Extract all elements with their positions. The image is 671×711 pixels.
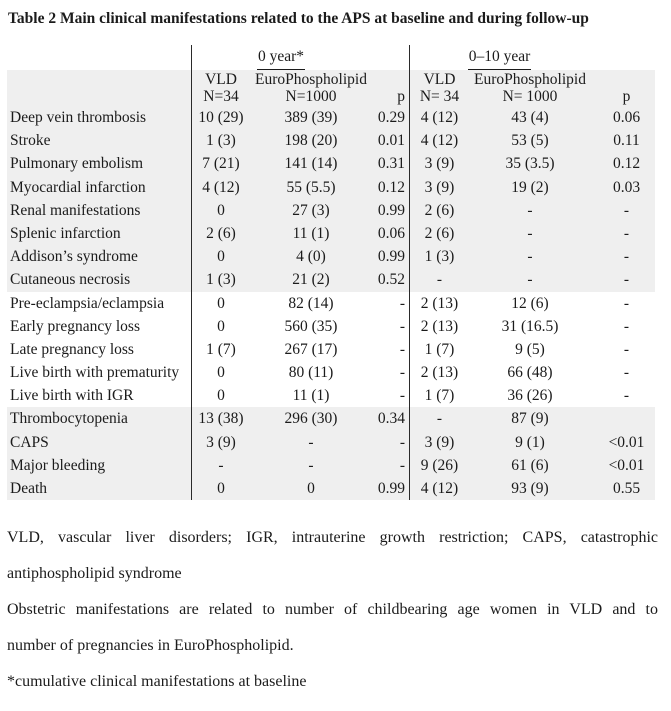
group-period-text: 0 year*	[257, 45, 305, 70]
g1-vld-value: 0	[217, 387, 225, 405]
row-label: Live birth with prematurity	[10, 364, 180, 382]
g1-p-value: -	[399, 340, 405, 358]
g1-euro-value: 82 (14)	[288, 294, 334, 312]
g1-vld-value: 3 (9)	[206, 433, 236, 451]
g1-p-value: 0.34	[377, 410, 405, 428]
g2-euro-value: 35 (3.5)	[505, 155, 555, 173]
g2-vld-value: 3 (9)	[424, 155, 455, 173]
g1-p-value: -	[399, 387, 405, 405]
g2-p-value: 0.06	[612, 109, 641, 126]
g1-euro-value: 560 (35)	[284, 317, 338, 335]
g2-p-value: 0.12	[612, 155, 641, 173]
g1-euro-value: 141 (14)	[284, 155, 338, 173]
row-label: Cutaneous necrosis	[10, 271, 131, 289]
cohort-n: N=1000	[285, 88, 337, 105]
row-label: Late pregnancy loss	[10, 340, 134, 358]
g2-p-value: -	[623, 248, 630, 266]
group-label-followup	[409, 45, 590, 70]
g1-vld-header	[191, 70, 251, 106]
g2-vld-value: 4 (12)	[420, 480, 459, 497]
row-label: Addison’s syndrome	[10, 248, 138, 266]
g2-vld-value: 3 (9)	[424, 433, 455, 451]
spacer-cell	[590, 45, 655, 70]
row-label: Major bleeding	[10, 456, 106, 474]
table-row	[7, 477, 655, 500]
g1-vld-value: 0	[217, 248, 225, 266]
g1-p-value: 0.31	[377, 155, 405, 173]
g1-euro-value: 0	[307, 480, 315, 497]
g2-p-value	[590, 407, 655, 430]
g2-p-header	[590, 70, 655, 106]
g2-p-value: 0.55	[612, 480, 641, 497]
g2-vld-value: 1 (3)	[424, 248, 455, 266]
row-label: Pre-eclampsia/eclampsia	[10, 294, 165, 312]
g1-p-value: -	[399, 364, 405, 382]
cohort-name: EuroPhospholipid	[474, 71, 586, 88]
table-row	[7, 454, 655, 477]
vertical-divider-left	[191, 45, 192, 500]
g2-vld-value: -	[436, 410, 443, 428]
g2-euro-value: 12 (6)	[511, 294, 549, 312]
g2-p-value: -	[623, 387, 630, 405]
row-label: Myocardial infarction	[10, 178, 146, 196]
table-row	[7, 315, 655, 338]
g2-vld-value: 2 (6)	[424, 224, 455, 242]
table-row	[7, 361, 655, 384]
footnote-line: antiphospholipid syndrome	[7, 565, 182, 582]
cohort-name: VLD	[423, 71, 456, 88]
cohort-header-row	[7, 70, 655, 106]
g1-p-header	[371, 70, 409, 106]
cohort-n: N= 1000	[502, 88, 558, 105]
table-row	[7, 106, 655, 129]
p-label: p	[397, 88, 405, 105]
corner-cell	[7, 45, 191, 70]
g1-euro-value: 389 (39)	[284, 109, 338, 126]
row-label: Deep vein thrombosis	[10, 109, 147, 126]
g2-vld-value: 2 (13)	[420, 317, 459, 335]
g2-euro-header	[470, 70, 590, 106]
g2-euro-value: 93 (9)	[511, 480, 549, 497]
g2-euro-value: -	[527, 271, 533, 289]
table-row	[7, 129, 655, 152]
row-label: Live birth with IGR	[10, 387, 134, 405]
g2-euro-value: 9 (1)	[515, 433, 545, 451]
g2-vld-value: 9 (26)	[420, 456, 459, 474]
row-label: CAPS	[10, 433, 49, 451]
g1-p-value: 0.29	[377, 109, 405, 126]
g1-euro-value: -	[308, 433, 314, 451]
footnotes	[7, 529, 658, 709]
g1-euro-value: 55 (5.5)	[286, 178, 336, 196]
g2-euro-value: 66 (48)	[507, 364, 553, 382]
footnote-line: VLD, vascular liver disorders; IGR, intrauterine growth restriction; CAPS, catastrophic	[7, 529, 658, 546]
g2-euro-value: 19 (2)	[511, 178, 549, 196]
row-label: Splenic infarction	[10, 224, 121, 242]
g1-vld-value: 1 (7)	[206, 340, 236, 358]
cohort-n: N= 34	[419, 88, 460, 105]
g1-p-value: 0.99	[377, 248, 405, 266]
g1-euro-value: 11 (1)	[292, 224, 330, 242]
g2-p-value: -	[623, 364, 630, 382]
g2-vld-value: 1 (7)	[424, 340, 455, 358]
g1-p-value: -	[399, 433, 405, 451]
g1-p-value: 0.12	[377, 178, 405, 196]
g2-vld-value: 1 (7)	[424, 387, 455, 405]
g2-p-value: -	[623, 201, 630, 219]
table-row	[7, 292, 655, 315]
g1-vld-value: -	[218, 456, 224, 474]
table-row	[7, 176, 655, 199]
group-header-row	[7, 45, 655, 70]
g2-vld-value: -	[436, 271, 443, 289]
cohort-name: EuroPhospholipid	[255, 71, 367, 88]
g1-vld-value: 7 (21)	[202, 155, 240, 173]
g1-p-value: 0.99	[377, 201, 405, 219]
g2-vld-header	[409, 70, 470, 106]
g2-p-value: -	[623, 317, 630, 335]
g1-vld-value: 10 (29)	[198, 109, 244, 126]
g2-vld-value: 4 (12)	[420, 132, 459, 150]
group-label-baseline	[191, 45, 371, 70]
g2-p-value: -	[623, 224, 630, 242]
spacer-cell	[371, 45, 409, 70]
g2-vld-value: 4 (12)	[420, 109, 459, 126]
g1-vld-value: 0	[217, 201, 225, 219]
row-label: Stroke	[10, 132, 51, 150]
g2-vld-value: 2 (6)	[424, 201, 455, 219]
table-row	[7, 338, 655, 361]
g2-euro-value: 53 (5)	[511, 132, 549, 150]
table-row	[7, 222, 655, 245]
g1-p-value: -	[399, 456, 405, 474]
g2-p-value: -	[623, 294, 630, 312]
g1-euro-value: 267 (17)	[284, 340, 338, 358]
g2-p-value: 0.11	[613, 132, 640, 150]
table-row	[7, 384, 655, 407]
g2-p-value: -	[623, 340, 630, 358]
footnote-line: *cumulative clinical manifestations at baseline	[7, 673, 307, 690]
g2-euro-value: -	[527, 248, 533, 266]
g2-vld-value: 2 (13)	[420, 294, 459, 312]
row-label: Pulmonary embolism	[10, 155, 144, 173]
g2-euro-value: 43 (4)	[511, 109, 549, 126]
g1-vld-value: 1 (3)	[206, 132, 236, 150]
g1-vld-value: 13 (38)	[198, 410, 244, 428]
table-title: Table 2 Main clinical manifestations related to the APS at baseline and during follow-up	[8, 10, 589, 27]
g1-p-value: -	[399, 317, 405, 335]
g1-p-value: 0.99	[377, 480, 405, 497]
g2-vld-value: 3 (9)	[424, 178, 455, 196]
g2-p-value: <0.01	[608, 433, 645, 451]
g1-euro-header	[251, 70, 371, 106]
g1-vld-value: 1 (3)	[206, 271, 236, 289]
g1-euro-value: 198 (20)	[284, 132, 338, 150]
table-body	[7, 106, 655, 500]
g1-p-value: 0.06	[377, 224, 405, 242]
g1-vld-value: 0	[217, 480, 225, 497]
g1-vld-value: 0	[217, 294, 225, 312]
g2-euro-value: -	[527, 201, 533, 219]
g1-p-value: 0.01	[377, 132, 405, 150]
row-label: Renal manifestations	[10, 201, 141, 219]
g2-euro-value: 36 (26)	[507, 387, 553, 405]
g2-euro-value: 31 (16.5)	[501, 317, 559, 335]
g1-vld-value: 4 (12)	[202, 178, 240, 196]
g1-vld-value: 2 (6)	[206, 224, 236, 242]
row-label: Early pregnancy loss	[10, 317, 140, 335]
table-row	[7, 407, 655, 430]
table-row	[7, 431, 655, 454]
table-row	[7, 152, 655, 175]
g1-euro-value: 11 (1)	[292, 387, 330, 405]
spacer-cell	[7, 70, 191, 106]
table-row	[7, 245, 655, 268]
g2-euro-value: 87 (9)	[511, 410, 549, 428]
g1-euro-value: 21 (2)	[292, 271, 330, 289]
table-row	[7, 199, 655, 222]
g2-euro-value: -	[527, 224, 533, 242]
g1-vld-value: 0	[217, 317, 225, 335]
vertical-divider-middle	[409, 45, 410, 500]
g1-euro-value: 27 (3)	[292, 201, 330, 219]
g1-p-value: -	[399, 294, 405, 312]
g2-p-value: <0.01	[608, 456, 645, 474]
g1-euro-value: -	[308, 456, 314, 474]
clinical-manifestations-table	[7, 45, 655, 500]
g2-vld-value: 2 (13)	[420, 364, 459, 382]
g1-euro-value: 80 (11)	[288, 364, 334, 382]
cohort-n: N=34	[203, 88, 239, 105]
g1-p-value: 0.52	[377, 271, 405, 289]
cohort-name: VLD	[205, 71, 237, 88]
footnote-line: Obstetric manifestations are related to number of childbearing age women in VLD and to	[7, 601, 658, 618]
g2-p-value: -	[623, 271, 630, 289]
table-row	[7, 268, 655, 291]
group-period-text: 0–10 year	[468, 45, 532, 70]
footnote-line: number of pregnancies in EuroPhospholipid.	[7, 637, 294, 654]
g2-p-value: 0.03	[612, 178, 641, 196]
row-label: Thrombocytopenia	[10, 410, 128, 428]
g2-euro-value: 9 (5)	[515, 340, 545, 358]
g2-euro-value: 61 (6)	[511, 456, 549, 474]
g1-euro-value: 4 (0)	[296, 248, 326, 266]
p-label: p	[622, 88, 631, 105]
g1-vld-value: 0	[217, 364, 225, 382]
g1-euro-value: 296 (30)	[284, 410, 338, 428]
row-label: Death	[10, 480, 48, 497]
